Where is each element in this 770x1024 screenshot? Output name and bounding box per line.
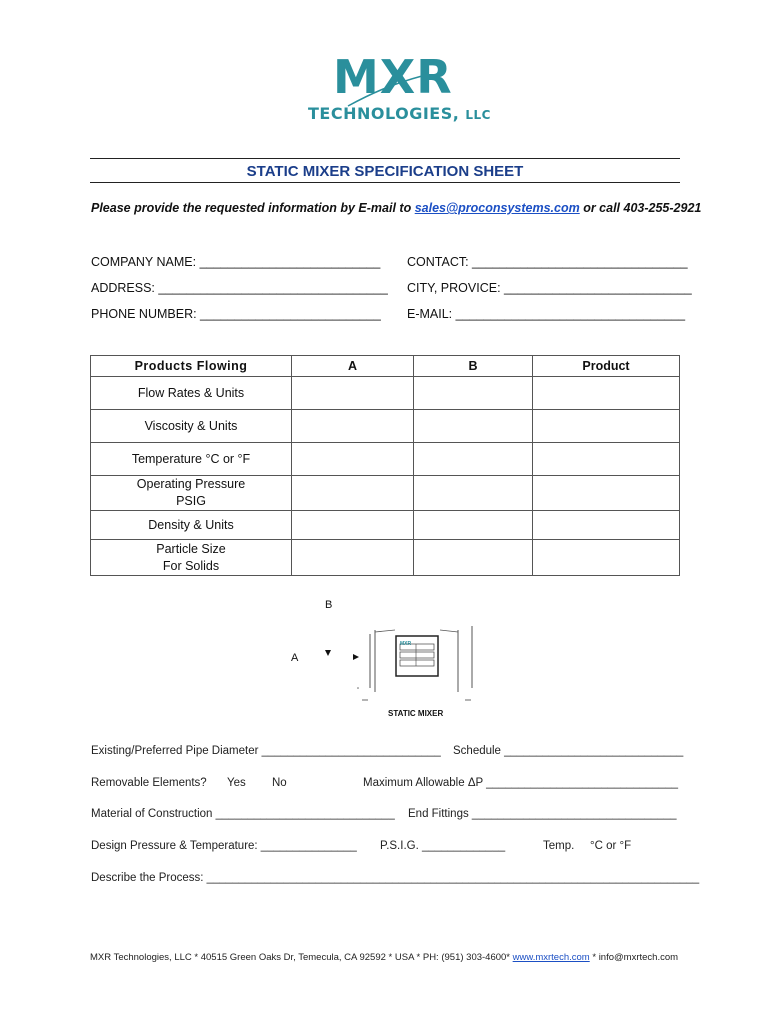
page-title: STATIC MIXER SPECIFICATION SHEET [246, 163, 524, 180]
removable-yes-option[interactable]: Yes [227, 777, 246, 789]
logo-mxr-text: MXR [333, 50, 453, 104]
city-province-field[interactable]: CITY, PROVICE: ___________________________ [407, 281, 692, 295]
table-row [91, 476, 680, 511]
arrow-right-icon [353, 654, 359, 660]
temp-label: Temp. [543, 840, 575, 852]
cell-b[interactable] [414, 410, 533, 443]
cell-a[interactable] [292, 443, 414, 476]
website-link[interactable]: www.mxrtech.com [512, 952, 590, 963]
diagram-caption: STATIC MIXER [388, 709, 444, 718]
table-header-row [91, 356, 680, 377]
diagram-mini-logo: MXR [400, 641, 412, 647]
material-of-construction-field[interactable]: Material of Construction ____________________________ [91, 808, 395, 820]
cell-product[interactable] [533, 410, 680, 443]
row-label: Operating Pressure PSIG [91, 476, 292, 511]
logo-technologies-text: TECHNOLOGIES, LLC [308, 104, 491, 123]
footer: MXR Technologies, LLC * 40515 Green Oaks Dr, Temecula, CA 92592 * USA * PH: (951) 303-4600* www.mxrtech.com * info@mxrtech.com [90, 952, 679, 963]
cell-a[interactable] [292, 540, 414, 576]
header-product: Product [533, 356, 680, 377]
sales-email-link[interactable]: sales@proconsystems.com [414, 201, 580, 215]
intro-text: Please provide the requested information by E-mail to sales@proconsystems.com or call 403-255-2921 [91, 201, 702, 215]
cell-product[interactable] [533, 540, 680, 576]
pipe-diameter-field[interactable]: Existing/Preferred Pipe Diameter ____________________________ [91, 745, 441, 757]
products-table [90, 355, 680, 576]
row-label: Viscosity & Units [91, 410, 292, 443]
arrow-down-icon [325, 650, 331, 656]
cell-a[interactable] [292, 511, 414, 540]
design-pressure-field[interactable]: Design Pressure & Temperature: _______________ [91, 840, 357, 852]
row-label: Temperature °C or °F [91, 443, 292, 476]
company-name-field[interactable]: COMPANY NAME: __________________________ [91, 255, 381, 269]
cell-product[interactable] [533, 377, 680, 410]
cell-a[interactable] [292, 476, 414, 511]
address-field[interactable]: ADDRESS: _________________________________ [91, 281, 388, 295]
cell-b[interactable] [414, 476, 533, 511]
diagram-label-b: B [325, 599, 333, 611]
cell-product[interactable] [533, 443, 680, 476]
cell-a[interactable] [292, 377, 414, 410]
table-row [91, 377, 680, 410]
header-b: B [414, 356, 533, 377]
contact-field[interactable]: CONTACT: _______________________________ [407, 255, 688, 269]
table-row [91, 540, 680, 576]
describe-process-field[interactable]: Describe the Process: _____________________________________________________________________________ [91, 872, 700, 884]
title-rule-bottom [90, 182, 680, 183]
removable-no-option[interactable]: No [272, 777, 287, 789]
static-mixer-diagram [320, 620, 480, 710]
row-label: Flow Rates & Units [91, 377, 292, 410]
table-row [91, 410, 680, 443]
end-fittings-field[interactable]: End Fittings ________________________________ [408, 808, 677, 820]
phone-number-field[interactable]: PHONE NUMBER: __________________________ [91, 307, 381, 321]
diagram-label-a: A [291, 652, 299, 664]
cell-b[interactable] [414, 443, 533, 476]
table-row [91, 443, 680, 476]
schedule-field[interactable]: Schedule ____________________________ [453, 745, 684, 757]
cell-a[interactable] [292, 410, 414, 443]
cell-b[interactable] [414, 377, 533, 410]
cell-b[interactable] [414, 540, 533, 576]
cell-b[interactable] [414, 511, 533, 540]
header-a: A [292, 356, 414, 377]
psig-field[interactable]: P.S.I.G. _____________ [380, 840, 506, 852]
row-label: Density & Units [91, 511, 292, 540]
row-label: Particle Size For Solids [91, 540, 292, 576]
temp-units-option[interactable]: °C or °F [590, 840, 632, 852]
header-products-flowing: Products Flowing [91, 356, 292, 377]
cell-product[interactable] [533, 476, 680, 511]
company-logo [300, 50, 491, 132]
table-row [91, 511, 680, 540]
max-allowable-dp-field[interactable]: Maximum Allowable ΔP ______________________________ [363, 777, 679, 789]
removable-elements-label: Removable Elements? [91, 777, 207, 789]
title-rule-top [90, 158, 680, 159]
cell-product[interactable] [533, 511, 680, 540]
email-field[interactable]: E-MAIL: _________________________________ [407, 307, 686, 321]
